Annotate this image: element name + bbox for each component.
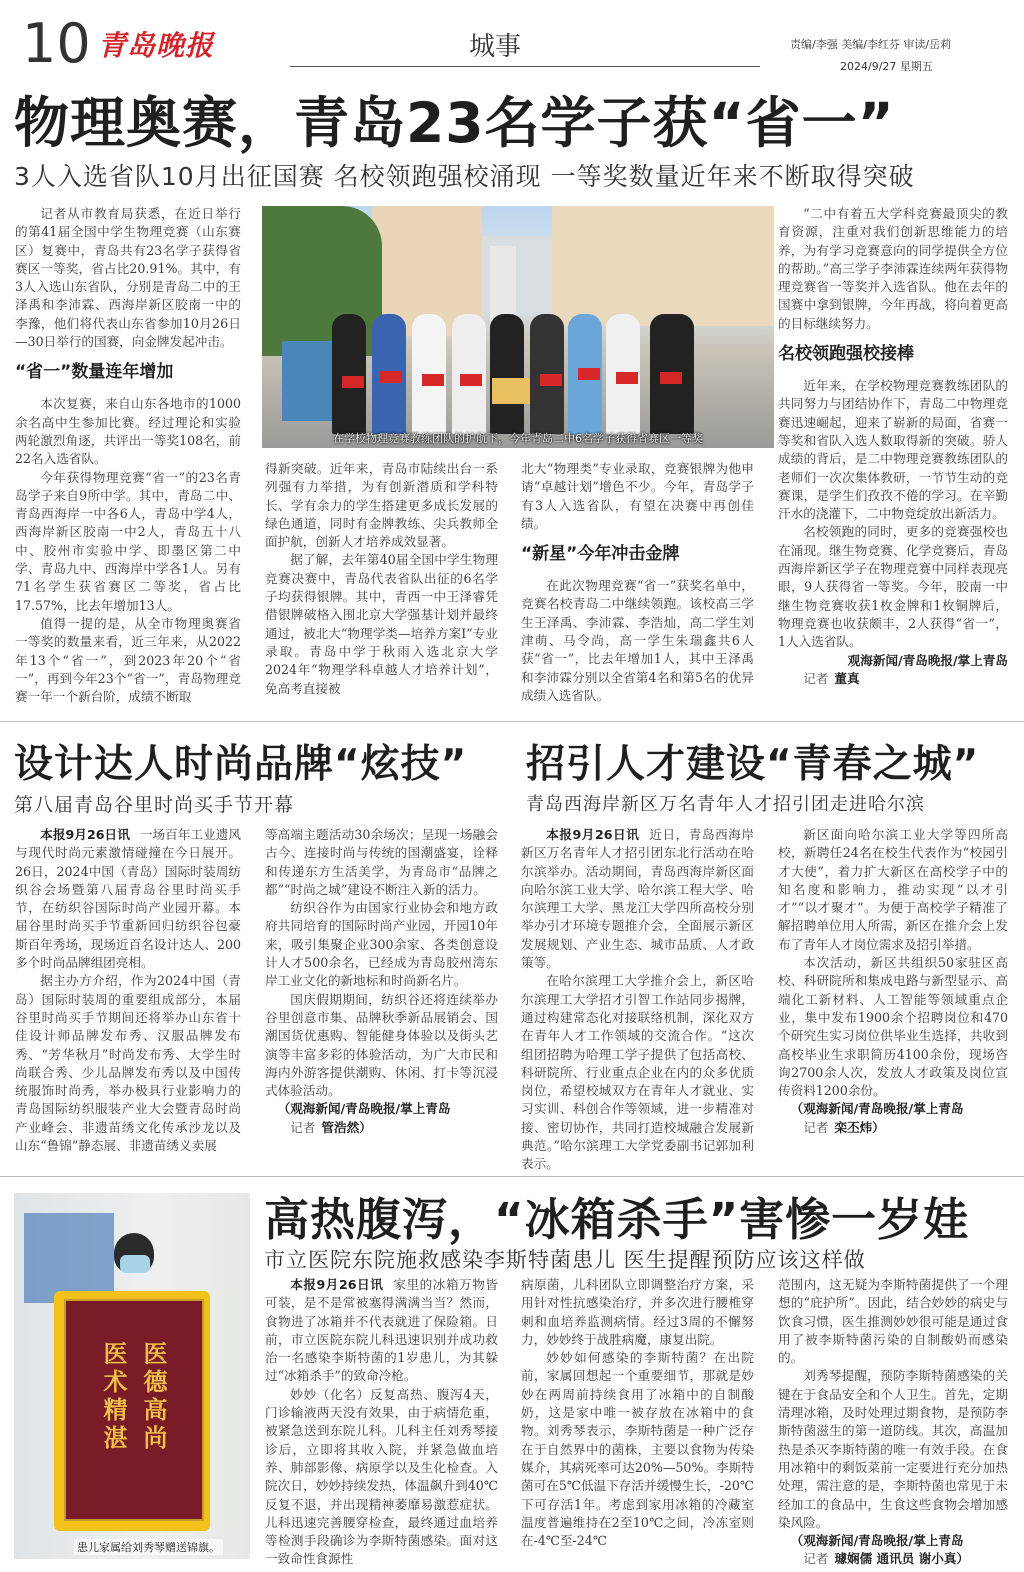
face-mask <box>120 1255 150 1273</box>
byline-role: 记者 <box>803 670 829 686</box>
editor-credits: 责编/李强 美编/李红芬 审读/岳莉 <box>790 38 952 51</box>
byline-outlet: （观海新闻/青岛晚报/掌上青岛 <box>790 1533 964 1549</box>
paragraph: 值得一提的是，从全市物理奥赛省一等奖的数量来看，近三年来，从2022年13个“省一”，到2023年20个“省一”，再到今年23个“省一”，青岛物理竞赛一年一个新台阶，成绩不断取 <box>15 615 241 705</box>
article2-headline: 设计达人时尚品牌“炫技” <box>14 742 468 787</box>
paragraph-text: 一场百年工业遗风与现代时尚元素激情碰撞在今日展开。26日，2024中国（青岛）国际时装周纺织谷会场暨第八届青岛谷里时尚买手节，在纺织谷国际时尚产业园开幕。本届谷里时尚买手节重新回归纺织谷包豪斯百年秀场，现场近百名设计达人、200多个时尚品牌组团亮相。 <box>15 827 241 971</box>
paragraph: 据主办方介绍，作为2024中国（青岛）国际时装周的重要组成部分，本届谷里时尚买手节期间还将举办山东省十佳设计师品牌发布秀、汉服品牌发布秀、“芳华秋月”时尚发布秀、大学生时尚联合秀、少儿品牌发布秀以及中国传统服饰时尚秀，举办极具行业影响力的青岛国际纺织服装产业大会暨青岛时尚产业峰会、非遗苗绣文化传承沙龙以及山东“鲁锦”静态展、非遗苗绣义卖展 <box>15 973 241 1154</box>
paragraph: 在此次物理竞赛“省一”获奖名单中，竞赛名校青岛二中继续领跑。该校高三学生王泽禹、李沛霖、李浩灿，高二学生刘津萌、马令尚，高一学生朱瑞鑫共6人获“省一”，比去年增加1人，其中王泽禹和李沛霖分别以全省第4名和第5名的优异成绩入选省队。 <box>521 578 754 703</box>
page-number: 10 <box>22 12 91 75</box>
paragraph: 等高端主题活动30余场次；呈现一场融会古今、连接时尚与传统的国潮盛宴，诠释和传递东方生活美学，为青岛市“品牌之都”“时尚之城”建设不断注入新的活力。 <box>265 827 498 897</box>
paragraph-text: 家里的冰箱万物皆可装，是不是常被塞得满满当当？然而，食物进了冰箱并不代表就进了保险箱。日前，市立医院东院儿科迅速识别并成功救治一名感染李斯特菌的1岁患儿，为其躲过“冰箱杀手”的致命冷枪。 <box>265 1277 498 1384</box>
reporter-name: 栾丕炜） <box>834 1119 885 1135</box>
paragraph: 国庆假期期间，纺织谷还将连续举办谷里创意市集、品牌秋季新品展销会、国潮国货优惠购、智能健身体验以及街头艺演等丰富多彩的体验活动，为广大市民和海内外游客提供潮购、休闲、打卡等沉浸式体验活动。 <box>265 991 498 1099</box>
dateline: 本报9月26日讯 <box>290 1277 384 1292</box>
section-heading: “省一”数量连年增加 <box>15 362 174 383</box>
banner-text-right: 医德高尚 <box>139 1341 168 1453</box>
section-title: 城事 <box>468 32 521 62</box>
silk-banner <box>54 1291 210 1531</box>
paragraph: 在哈尔滨理工大学推介会上，新区哈尔滨理工大学招才引智工作站同步揭牌，通过构建常态化对接联络机制，深化双方在青年人才工作领域的交流合作。“这次组团招聘为哈理工学子提供了包括高校、科研院所、行业重点企业在内的众多优质岗位，希望校城双方在青年人才就业、实习实训、科创合作等领域，进一步精准对接、密切协作，共同打造校城融合发展新典范。”哈尔滨理工大学党委副书记郭加利表示。 <box>521 973 754 1172</box>
byline-reporter <box>778 1550 1008 1568</box>
byline-role: 记者 <box>290 1119 316 1135</box>
paragraph: 妙妙（化名）反复高热、腹泻4天，门诊输液两天没有效果，由于病情危重，被紧急送到东院儿科。儿科主任刘秀琴接诊后，立即将其收入院，并紧急做血培养、肺部影像、病原学以及生化检查。入院次日，妙妙持续发热，体温飙升到40℃反复不退，并出现精神萎靡易激惹症状。儿科迅速完善腰穿检查，最终通过血培养等检测手段确诊为李斯特菌感染。面对这一致命性食源性 <box>265 1386 498 1567</box>
byline-outlet: （观海新闻/青岛晚报/掌上青岛 <box>790 1101 964 1117</box>
article1-headline: 物理奥赛，青岛23名学子获“省一” <box>14 91 895 155</box>
dateline: 本报9月26日讯 <box>546 827 640 842</box>
paragraph: 刘秀琴提醒，预防李斯特菌感染的关键在于食品安全和个人卫生。首先，定期清理冰箱，及时处理过期食物，是预防李斯特菌滋生的第一道防线。其次，高温加热是杀灭李斯特菌的唯一有效手段。在食用冰箱中的剩饭菜前一定要进行充分加热处理，需注意的是，李斯特菌也常见于未经加工的食品中，生食这些食物会增加感染风险。 <box>778 1368 1008 1530</box>
article1-column-2 <box>265 460 498 698</box>
paragraph <box>521 826 754 972</box>
photo-caption: 在学校物理竞赛教练团队的护航下，今年青岛二中6名学子获得省赛区一等奖 <box>333 432 703 445</box>
article3-column-2 <box>778 826 1008 1137</box>
reporter-name: 管浩然） <box>321 1119 372 1135</box>
article3-subhead: 青岛西海岸新区万名青年人才招引团走进哈尔滨 <box>526 794 925 815</box>
paragraph: 今年获得物理竞赛“省一”的23名青岛学子来自9所中学。其中，青岛二中、青岛西海岸一中各6人，青岛中学4人，西海岸新区胶南一中2人，青岛五十八中、胶州市实验中学、即墨区第二中学、青岛九中、西海岸中学各1人。另有71名学生获省赛区二等奖，省占比17.57%，比去年增加13人。 <box>15 469 241 613</box>
paragraph: 妙妙如何感染的李斯特菌？在出院前，家属回想起一个重要细节，那就是妙妙在两周前持续食用了冰箱中的自制酸奶，这是家中唯一被存放在冰箱中的食物。刘秀琴表示，李斯特菌是一种广泛存在于自然界中的菌株，主要以食物为传染媒介，其病死率可达20%—50%。李斯特菌可在5℃低温下存活并缓慢生长，-20℃下可存活1年。考虑到家用冰箱的冷藏室温度普遍维持在2至10℃之间，冷冻室则在-4℃至-24℃ <box>521 1350 754 1549</box>
paragraph: 记者从市教育局获悉，在近日举行的第41届全国中学生物理竞赛（山东赛区）复赛中，青岛共有23名学子获得省赛区一等奖，省占比20.91%。其中，有3人入选山东省队，分别是青岛二中的王泽禹和李沛霖、西海岸新区胶南一中的李豫，他们将代表山东省参加10月26日—30日举行的国赛，向金牌发起冲击。 <box>15 206 241 350</box>
article-separator <box>0 1176 1024 1177</box>
article1-column-3 <box>521 460 754 705</box>
header-rule <box>290 66 760 67</box>
paragraph: 纺织谷作为由国家行业协会和地方政府共同培育的国际时尚产业园，开园10年来，吸引集聚企业300余家、各类创意设计人才500余名，已经成为青岛胶州湾东岸工业文化的新地标和时尚新名片。 <box>265 900 498 989</box>
article4-headline: 高热腹泻，“冰箱杀手”害惨一岁娃 <box>264 1193 970 1246</box>
banner-text-left: 医术精湛 <box>99 1341 128 1453</box>
paragraph: 近年来，在学校物理竞赛教练团队的共同努力与团结协作下，青岛二中物理竞赛迅速崛起，迎来了崭新的局面，省赛一等奖和省队入选人数取得新的突破。骄人成绩的背后，是二中物理竞赛教练团队的老师们一次次集体教研，一节节生动的竞赛课，是学生们孜孜不倦的学习。在辛勤汗水的浇灌下，二中物竞绽放出新活力。 <box>778 378 1008 522</box>
students-group-photo <box>262 206 774 448</box>
article2-subhead: 第八届青岛谷里时尚买手节开幕 <box>14 794 295 816</box>
newspaper-logo: 青岛晚报 <box>98 29 215 62</box>
paragraph <box>15 826 241 972</box>
paragraph <box>265 1276 498 1386</box>
paragraph: 据了解，去年第40届全国中学生物理竞赛决赛中，青岛代表省队出征的6名学子均获得银牌。其中，青西一中王泽睿凭借银牌破格入围北京大学强基计划并最终通过，被北大“物理学类—培养方案I”专业录取。青岛中学于秋雨入选北京大学2024年“物理学科卓越人才培养计划”，免高考直接被 <box>265 552 498 696</box>
paragraph: 北大“物理类”专业录取，竞赛银牌为他申请“卓越计划”增色不少。今年，青岛学子有3人入选省队，有望在决赛中再创佳绩。 <box>521 461 754 531</box>
shelf-binders <box>24 1213 114 1303</box>
article2-column-1 <box>15 826 241 1155</box>
paragraph: 得新突破。近年来，青岛市陆续出台一系列强有力举措，为有创新潜质和学科特长、学有余力的学生搭建更多成长发展的绿色通道，同时有金牌教练、尖兵教师全面护航，创新人才培养成效显著。 <box>265 461 498 550</box>
reporter-name: 璩娴儒 通讯员 谢小真） <box>834 1551 970 1567</box>
article4-subhead: 市立医院东院施救感染李斯特菌患儿 医生提醒预防应该这样做 <box>264 1248 866 1272</box>
byline-reporter <box>778 670 1008 688</box>
reporter-name: 董真 <box>834 670 860 686</box>
doctor-with-banner-photo <box>14 1193 250 1559</box>
article-separator <box>0 721 1024 722</box>
article4-column-2 <box>521 1276 754 1550</box>
byline-outlet: 观海新闻/青岛晚报/掌上青岛 <box>847 652 1008 668</box>
byline-reporter <box>265 1119 498 1137</box>
article4-column-1 <box>265 1276 498 1569</box>
paragraph: 范围内，这无疑为李斯特菌提供了一个理想的“庇护所”。因此，结合妙妙的病史与饮食习惯，医生推测妙妙很可能是通过食用了被李斯特菌污染的自制酸奶而感染的。 <box>778 1277 1008 1366</box>
byline-reporter <box>778 1119 1008 1137</box>
byline-role: 记者 <box>803 1119 829 1135</box>
dateline: 本报9月26日讯 <box>40 827 130 842</box>
article1-column-1 <box>15 205 241 706</box>
paragraph-text: 近日，青岛西海岸新区万名青年人才招引团东北行活动在哈尔滨举办。活动期间，青岛西海岸新区面向哈尔滨工业大学、哈尔滨工程大学、哈尔滨理工大学、黑龙江大学四所高校分别举办引才环境专题推介会，全面展示新区发展规划、产业生态、城市品质、人才政策等。 <box>521 827 754 971</box>
article4-column-3 <box>778 1276 1008 1569</box>
paragraph: “二中有着五大学科竞赛最顶尖的教育资源，注重对我们创新思维能力的培养，为有学习竞赛意向的同学提供全方位的帮助。”高三学子李沛霖连续两年获得物理竞赛省一等奖并入选省队。他在去年的国赛中拿到银牌，今年再战，将向着更高的目标继续努力。 <box>778 206 1008 331</box>
byline-role: 记者 <box>803 1551 829 1567</box>
article2-column-2 <box>265 826 498 1137</box>
section-heading: “新星”今年冲击金牌 <box>521 544 680 565</box>
article1-column-4 <box>778 205 1008 688</box>
paragraph: 本次活动，新区共组织50家驻区高校、科研院所和集成电路与新型显示、高端化工新材料、人工智能等领域重点企业，集中发布1900余个招聘岗位和470个研究生实习岗位供毕业生选择，共收到高校毕业生求职简历4100余份，现场咨询2700余人次，发放人才政策及岗位宣传资料1200余份。 <box>778 955 1008 1099</box>
article3-headline: 招引人才建设“青春之城” <box>526 742 980 787</box>
article1-subhead: 3人入选省队10月出征国赛 名校领跑强校涌现 一等奖数量近年来不断取得突破 <box>14 162 915 191</box>
issue-date: 2024/9/27 星期五 <box>840 60 933 73</box>
paragraph: 病原菌，儿科团队立即调整治疗方案，采用针对性抗感染治疗，并多次进行腰椎穿刺和血培养监测病情。经过3周的不懈努力，妙妙终于战胜病魔，康复出院。 <box>521 1277 754 1347</box>
byline-outlet: （观海新闻/青岛晚报/掌上青岛 <box>277 1101 451 1117</box>
paragraph: 名校领跑的同时，更多的竞赛强校也在涌现。继生物竞赛、化学竞赛后，青岛西海岸新区学子在物理竞赛中同样表现亮眼，9人获得省一等奖。今年，胶南一中继生物竞赛收获1枚金牌和1枚铜牌后，物理竞赛也收获颇丰，2人获得“省一”，1人入选省队。 <box>778 524 1008 650</box>
photo-caption: 患儿家属给刘秀琴赠送锦旗。 <box>74 1539 223 1555</box>
article3-column-1 <box>521 826 754 1174</box>
paragraph: 新区面向哈尔滨工业大学等四所高校，新聘任24名在校生代表作为“校园引才大使”，着力扩大新区在高校学子中的知名度和影响力，推动实现“以才引才”“以才聚才”。为便于高校学子精准了解招聘单位用人所需，新区在推介会上发布了青年人才岗位需求及招引举措。 <box>778 827 1008 952</box>
paragraph: 本次复赛，来自山东各地市的1000余名高中生参加比赛。经过理论和实验两轮激烈角逐，共评出一等奖108名，前22名入选省队。 <box>15 396 241 467</box>
section-heading: 名校领跑强校接棒 <box>778 344 914 365</box>
